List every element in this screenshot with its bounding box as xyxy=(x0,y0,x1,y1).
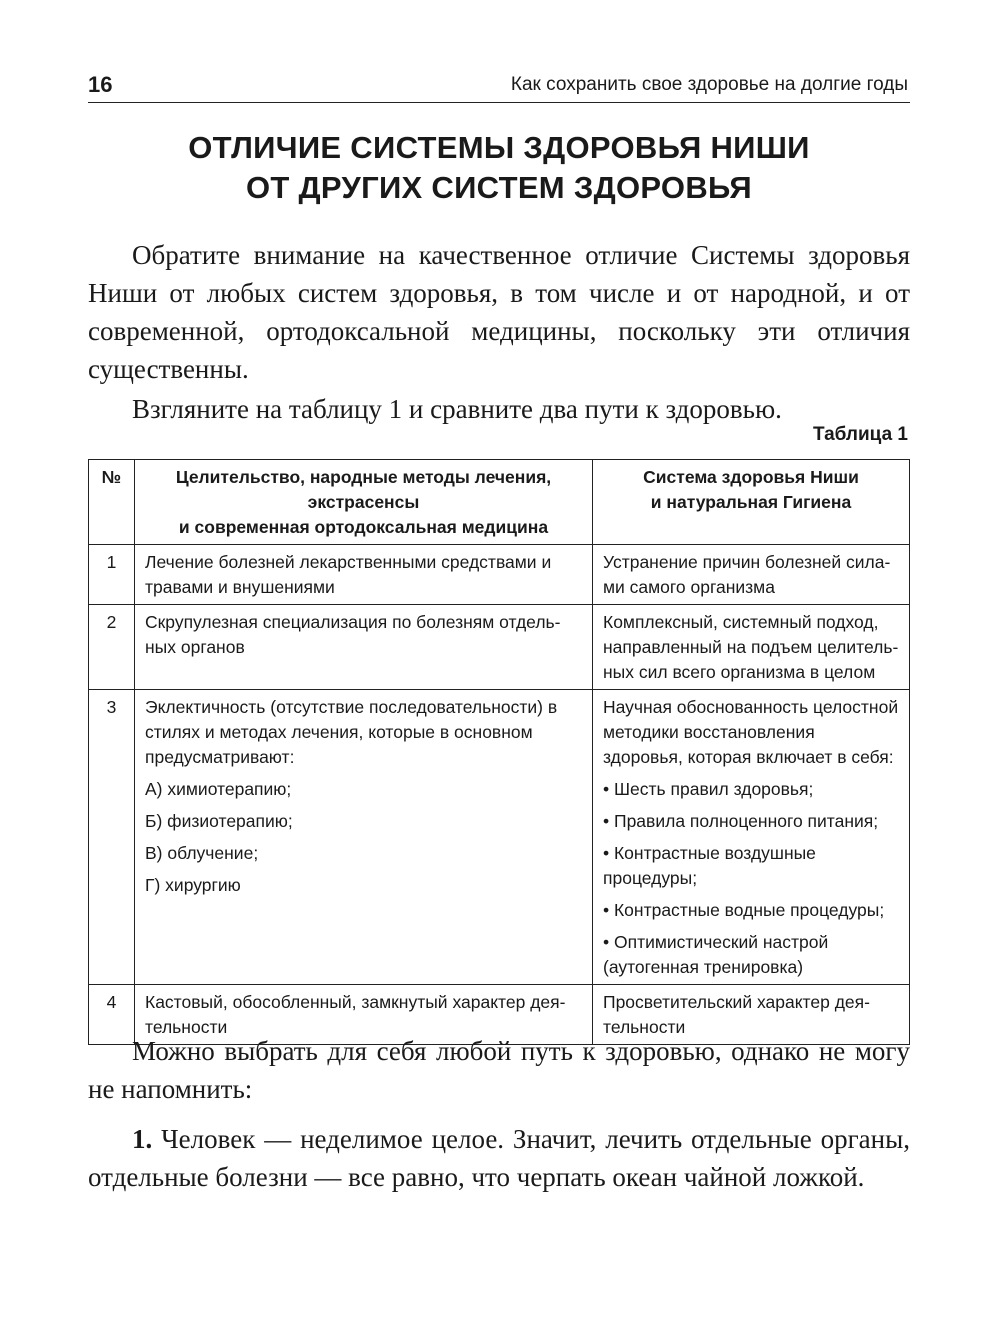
list-item: • Контрастные воздушные процедуры; xyxy=(603,843,816,888)
comparison-table xyxy=(88,459,910,1045)
outro-paragraph-1: Можно выбрать для себя любой путь к здоровью, однако не могу не напомнить: xyxy=(88,1036,910,1104)
cell-col-a xyxy=(135,690,593,985)
cell-col-b: Устранение причин болезней силами самого организма xyxy=(593,545,910,605)
cell-col-a: Лечение болезней лекарственными средствами и травами и внушениями xyxy=(135,545,593,605)
list-item: А) химиотерапию; xyxy=(145,779,292,799)
header-num: № xyxy=(89,460,135,545)
table-caption: Таблица 1 xyxy=(812,424,908,445)
cell-col-a: Скрупулезная специализация по болезням отдельных органов xyxy=(135,605,593,690)
running-header xyxy=(88,72,910,103)
list-item: В) облучение; xyxy=(145,843,259,863)
cell-col-a: Кастовый, обособленный, замкнутый характер деятельности xyxy=(135,985,593,1045)
list-item: • Шесть правил здоровья; xyxy=(603,779,814,799)
table-row xyxy=(89,545,910,605)
list-item: • Правила полноценного питания; xyxy=(603,811,879,831)
table-row xyxy=(89,690,910,985)
outro-paragraph-2 xyxy=(88,1120,910,1196)
intro-text xyxy=(88,236,910,428)
chapter-title-line1: ОТЛИЧИЕ СИСТЕМЫ ЗДОРОВЬЯ НИШИ xyxy=(188,130,810,165)
list-item: • Оптимистический настрой (аутогенная тренировка) xyxy=(603,932,829,977)
book-title: Как сохранить свое здоровье на долгие годы xyxy=(510,74,908,95)
cell-text: Научная обоснованность целостной методики восстановления здоровья, которая включает в себя: xyxy=(603,697,899,767)
page-number: 16 xyxy=(88,72,113,97)
list-item: Г) хирургию xyxy=(145,875,241,895)
table-header-row xyxy=(89,460,910,545)
point-text: Человек — неделимое целое. Значит, лечить отдельные органы, отдельные болезни — все равно, что черпать океан чайной ложкой. xyxy=(88,1124,910,1192)
header-col-b xyxy=(593,460,910,545)
row-number: 4 xyxy=(89,985,135,1045)
intro-paragraph-1: Обратите внимание на качественное отличие Системы здоровья Ниши от любых систем здоровья, в том числе и от народной, и от современной, ортодоксальной медицины, поскольку эти отличия существенны. xyxy=(88,240,910,384)
header-col-a-line2: и современная ортодоксальная медицина xyxy=(178,517,549,537)
table-row xyxy=(89,605,910,690)
list-item: Б) физиотерапию; xyxy=(145,811,293,831)
chapter-title xyxy=(88,128,910,208)
row-number: 2 xyxy=(89,605,135,690)
row-number: 1 xyxy=(89,545,135,605)
list-item: • Контрастные водные процедуры; xyxy=(603,900,885,920)
point-number: 1. xyxy=(132,1124,153,1154)
header-col-b-line1: Система здоровья Ниши xyxy=(643,467,859,487)
chapter-title-line2: ОТ ДРУГИХ СИСТЕМ ЗДОРОВЬЯ xyxy=(245,170,753,205)
header-col-a-line1: Целительство, народные методы лечения, экстрасенсы xyxy=(175,467,552,512)
outro-text xyxy=(88,1032,910,1196)
intro-paragraph-2: Взгляните на таблицу 1 и сравните два пути к здоровью. xyxy=(132,394,782,424)
cell-text: Эклектичность (отсутствие последовательности) в стилях и методах лечения, которые в основном предусматривают: xyxy=(145,697,558,767)
cell-col-b: Просветительский характер деятельности xyxy=(593,985,910,1045)
header-col-b-line2: и натуральная Гигиена xyxy=(650,492,852,512)
row-number: 3 xyxy=(89,690,135,985)
header-col-a xyxy=(135,460,593,545)
cell-col-b xyxy=(593,690,910,985)
cell-col-b: Комплексный, системный подход, направленный на подъем целительных сил всего организма в целом xyxy=(593,605,910,690)
